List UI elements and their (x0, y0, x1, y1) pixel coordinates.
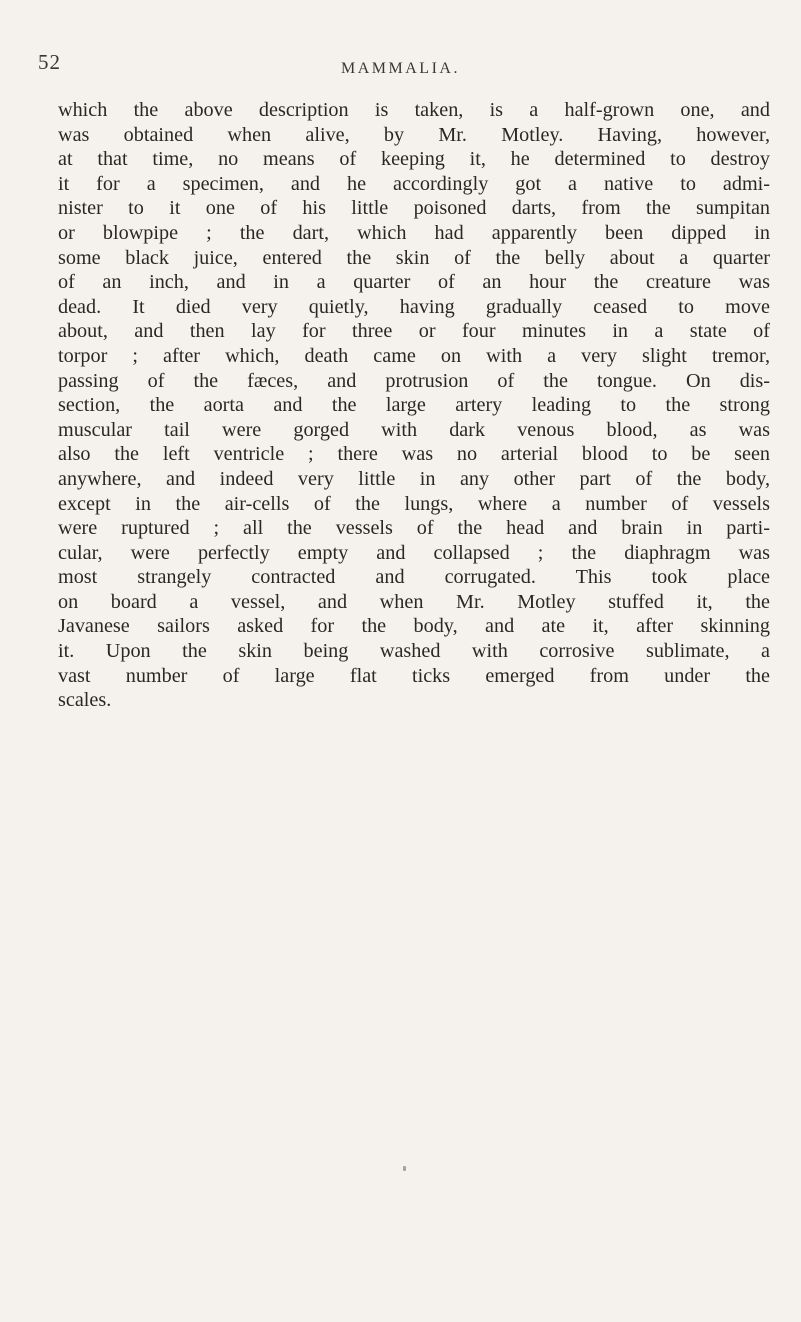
text-line: were ruptured ; all the vessels of the head and brain in parti- (58, 517, 770, 540)
text-line: on board a vessel, and when Mr. Motley stuffed it, the (58, 590, 770, 613)
body-paragraph (58, 98, 770, 713)
text-line: or blowpipe ; the dart, which had apparently been dipped in (58, 221, 770, 244)
text-line: which the above description is taken, is a half-grown one, and (58, 99, 770, 121)
text-line: nister to it one of his little poisoned darts, from the sumpitan (58, 197, 770, 220)
text-line: about, and then lay for three or four minutes in a state of (58, 320, 770, 343)
text-line: was obtained when alive, by Mr. Motley. Having, however, (58, 123, 770, 146)
text-line: anywhere, and indeed very little in any other part of the body, (58, 467, 770, 490)
running-head: MAMMALIA. (341, 60, 460, 77)
text-line: cular, were perfectly empty and collapsed ; the diaphragm was (58, 541, 770, 564)
page-number: 52 (38, 50, 61, 74)
text-line: most strangely contracted and corrugated. This took place (58, 566, 770, 589)
text-line: it. Upon the skin being washed with corrosive sublimate, a (58, 640, 770, 663)
text-line: it for a specimen, and he accordingly got a native to admi- (58, 172, 770, 195)
text-line: torpor ; after which, death came on with a very slight tremor, (58, 344, 770, 367)
text-line: scales. (58, 689, 112, 712)
text-line: muscular tail were gorged with dark venous blood, as was (58, 418, 770, 441)
text-line: at that time, no means of keeping it, he determined to destroy (58, 148, 770, 171)
text-line: Javanese sailors asked for the body, and ate it, after skinning (58, 615, 770, 638)
text-line: vast number of large flat ticks emerged from under the (58, 664, 770, 687)
text-line: section, the aorta and the large artery leading to the strong (58, 394, 770, 417)
text-line: some black juice, entered the skin of the belly about a quarter (58, 246, 770, 269)
paper-speck (403, 1166, 406, 1171)
text-line: passing of the fæces, and protrusion of the tongue. On dis- (58, 369, 770, 392)
text-line: of an inch, and in a quarter of an hour the creature was (58, 271, 770, 294)
text-line: also the left ventricle ; there was no arterial blood to be seen (58, 443, 770, 466)
text-line: dead. It died very quietly, having gradually ceased to move (58, 295, 770, 318)
text-line: except in the air-cells of the lungs, where a number of vessels (58, 492, 770, 515)
